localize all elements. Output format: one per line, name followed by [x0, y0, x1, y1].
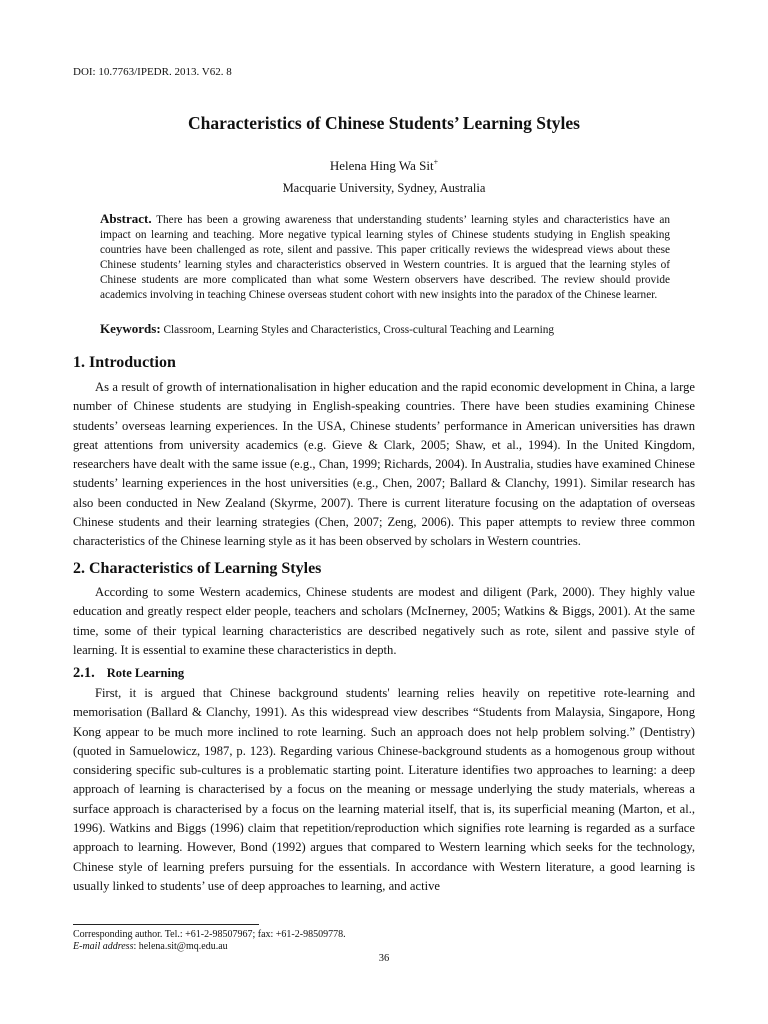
footnote-divider	[73, 924, 259, 925]
subsection-number: 2.1.	[73, 665, 95, 681]
footnote-email	[73, 941, 673, 953]
subsection-title: Rote Learning	[106, 666, 185, 680]
keywords-text: Classroom, Learning Styles and Characteristics, Cross-cultural Teaching and Learning	[163, 324, 555, 336]
author-line	[0, 158, 768, 174]
section-heading-introduction: 1. Introduction	[73, 354, 176, 371]
keywords-label: Keywords:	[100, 321, 161, 336]
abstract-text: There has been a growing awareness that understanding students’ learning styles and characteristics have an impact on learning and teaching. More negative typical learning styles of Chinese students studying in English speaking countries have been challenged as rote, silent and passive. This paper critically reviews the widespread views about these Chinese students’ learning styles and characteristics observed in Western countries. It is argued that the learning styles of Chinese students are more complicated than what some Western observers have described. The review should provide academics involving in teaching Chinese overseas student cohort with new insights into the paradox of the Chinese learner.	[100, 214, 671, 302]
abstract	[100, 211, 670, 304]
subsection-heading-rote-learning	[73, 665, 184, 682]
introduction-paragraph: As a result of growth of internationalisation in higher education and the rapid economic development in China, a large number of Chinese students are studying in English-speaking countries. There have been studies examining Chinese students’ overseas learning experiences. In the USA, Chinese students’ performance in American universities has drawn great attentions from university academics (e.g. Gieve & Clark, 2005; Shaw, et al., 1994). In the United Kingdom, researchers have dealt with the same issue (e.g., Chan, 1999; Richards, 2004). In Australia, studies have examined Chinese students’ learning experiences in the host universities (e.g., Chen, 2007; Ballard & Clanchy, 1991). Similar research has also been conducted in New Zealand (Skyrme, 2007). There is current literature focusing on the adaptation of overseas Chinese students and their learning strategies (Chen, 2007; Zeng, 2006). This paper attempts to review three common characteristics of the Chinese learning style as it has been observed by scholars in Western countries.	[73, 380, 695, 549]
email-label: E-mail address	[73, 941, 134, 952]
email-address: : helena.sit@mq.edu.au	[133, 941, 228, 952]
characteristics-paragraph: According to some Western academics, Chinese students are modest and diligent (Park, 2000). They highly value education and greatly respect elder people, teachers and scholars (McInerney, 2005; Watkins & Biggs, 2001). At the same time, some of their typical learning characteristics are described negatively such as rote, silent and passive style of learning. It is essential to examine these characteristics in depth.	[73, 585, 695, 657]
author-affiliation: Macquarie University, Sydney, Australia	[282, 181, 486, 195]
keywords	[100, 321, 680, 337]
page-number: 36	[378, 953, 390, 964]
section-heading-characteristics: 2. Characteristics of Learning Styles	[73, 560, 322, 577]
author-mark: +	[433, 157, 439, 167]
footnote-corresponding: Corresponding author. Tel.: +61-2-98507967; fax: +61-2-98509778.	[73, 929, 346, 940]
doi-line: DOI: 10.7763/IPEDR. 2013. V62. 8	[73, 66, 232, 78]
author-name: Helena Hing Wa Sit	[329, 158, 434, 173]
abstract-label: Abstract.	[100, 211, 152, 226]
paper-title: Characteristics of Chinese Students’ Learning Styles	[188, 113, 580, 133]
rote-learning-paragraph: First, it is argued that Chinese background students' learning relies heavily on repetitive rote-learning and memorisation (Ballard & Clanchy, 1991). As this widespread view describes “Students from Malaysia, Singapore, Hong Kong appear to be much more inclined to rote learning. Such an approach does not help problem solving.” (Dentistry) (quoted in Samuelowicz, 1987, p. 123). Regarding various Chinese-background students as a homogenous group without considering specific sub-cultures is a problematic starting point. Literature identifies two approaches to learning: a deep approach of learning is characterised by a focus on the meaning or message underlying the study materials, whereas a surface approach is characterised by a focus on the learning material itself, that is, its superficial meaning (Marton, et al., 1996). Watkins and Biggs (1996) claim that repetition/reproduction which signifies rote learning is regarded as a surface approach to learning. However, Bond (1992) argues that compared to Western learning which seeks for the technology, Chinese style of learning prefers pursuing for the essentials. In accordance with Western literature, a good learning is usually linked to students’ use of deep approaches to learning, and active	[73, 686, 695, 893]
